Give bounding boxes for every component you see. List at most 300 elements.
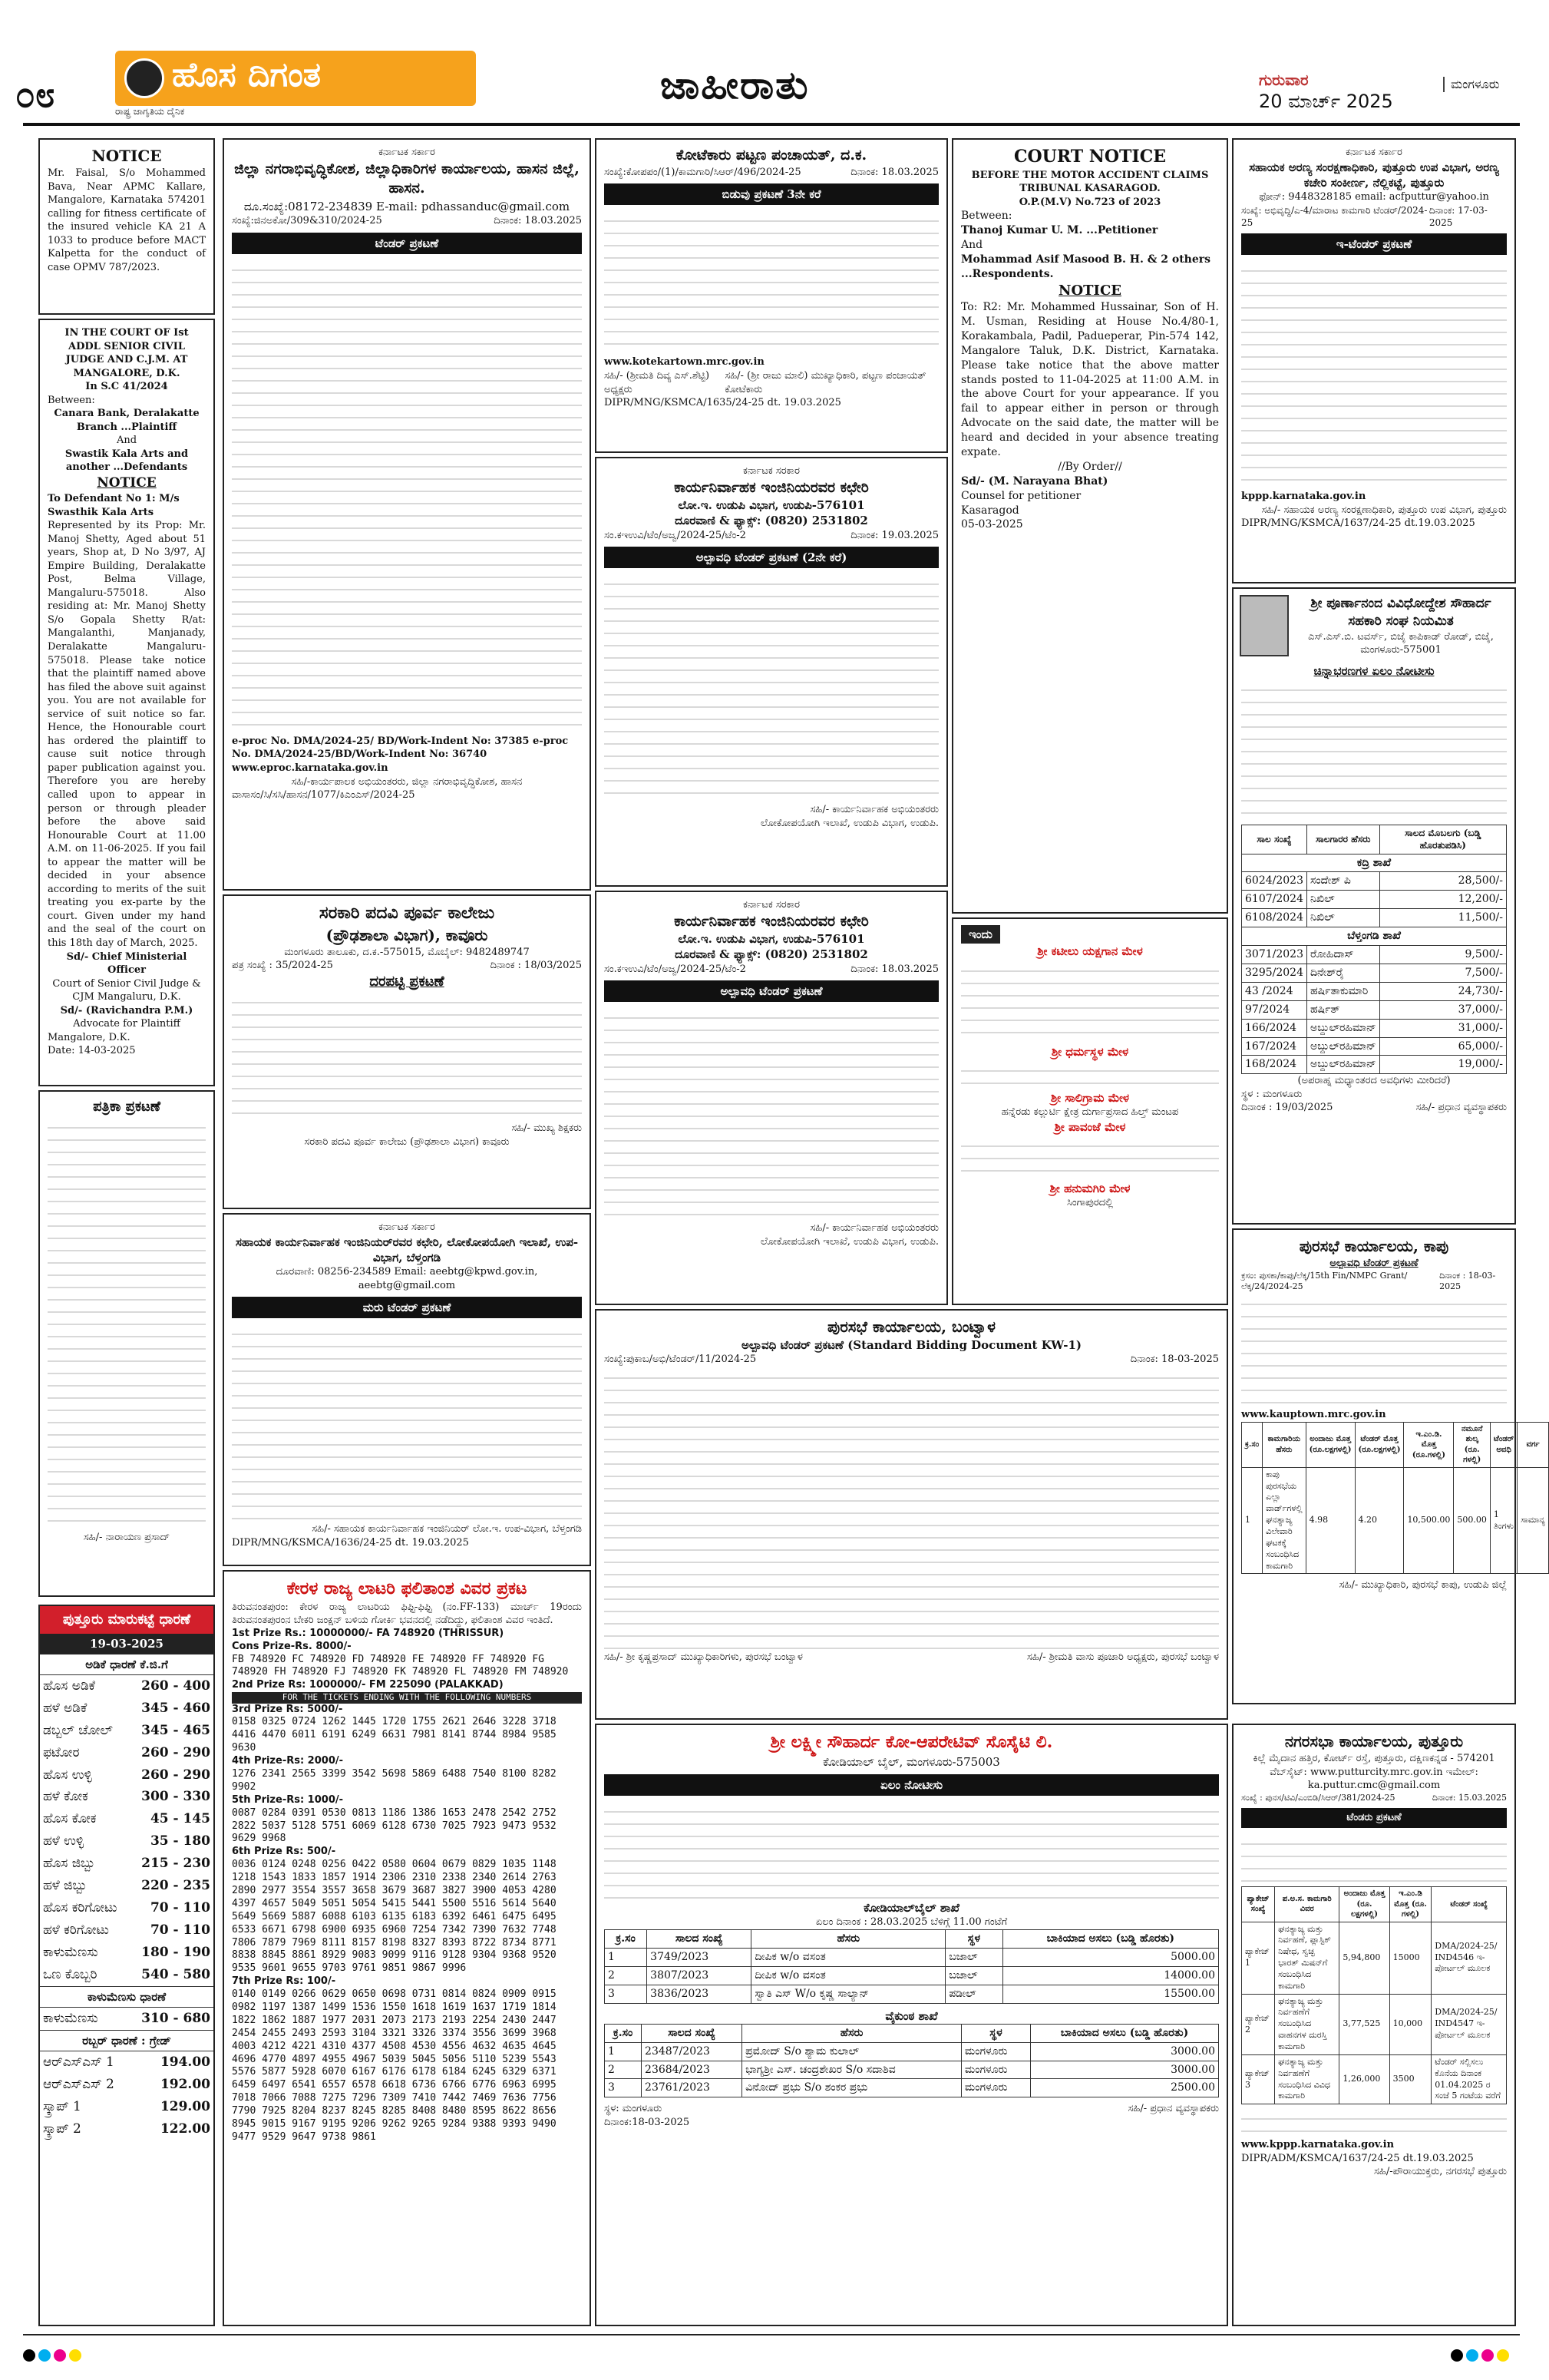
table-row bbox=[605, 2061, 1219, 2079]
estimate-amount: 4.98 bbox=[1306, 1467, 1355, 1574]
column-header: ನಮೂನೆ ಶುಲ್ಕ (ರೂ. ಗಳಲ್ಲಿ) bbox=[1454, 1422, 1491, 1467]
auction-body bbox=[1241, 679, 1507, 825]
kapu-tender bbox=[1232, 1228, 1545, 1704]
branch-row bbox=[1242, 927, 1507, 946]
president-sign: ಸಹಿ/- ಶ್ರೀಮತಿ ವಾಸು ಪೂಜಾರಿ ಅಧ್ಯಕ್ಷರು, ಪುರಸಭೆ ಬಂಟ್ವಾಳ bbox=[1026, 1651, 1219, 1663]
column-header: ಕ್ರ.ಸಂ bbox=[1242, 1422, 1263, 1467]
branch-name: ವೈಕುಂಠ ಶಾಖೆ bbox=[885, 2008, 938, 2023]
notice-date: ದಿನಾಂಕ: 18-03-2025 bbox=[1130, 1354, 1219, 1366]
table-row bbox=[1242, 872, 1507, 891]
troupe-kateel-venues bbox=[961, 960, 1219, 1044]
kavoor-college-notice bbox=[223, 894, 591, 1209]
column-header: ವರ್ಗ bbox=[1518, 1422, 1549, 1467]
market-rate: 180 - 190 bbox=[141, 1945, 210, 1961]
form-fee: 500.00 bbox=[1454, 1467, 1491, 1574]
date: ದಿನಾಂಕ:18-03-2025 bbox=[604, 2116, 690, 2128]
page-number: ೦೮ bbox=[15, 74, 55, 115]
tender-body bbox=[604, 210, 939, 355]
cyan-dot-icon bbox=[1466, 2349, 1478, 2362]
table-row bbox=[1242, 891, 1507, 909]
auction-banner: ಚಿನ್ನಾಭರಣಗಳ ಏಲಂ ನೋಟೀಸು bbox=[1313, 663, 1435, 678]
college-section: (ಪ್ರೌಢಶಾಲಾ ವಿಭಾಗ), ಕಾವೂರು bbox=[325, 925, 488, 944]
borrower-name: ದಿನೇಶ್‌ರೈ bbox=[1306, 964, 1379, 982]
market-rate: 215 - 230 bbox=[141, 1856, 210, 1872]
notice-date: ದಿನಾಂಕ: 18.03.2025 bbox=[494, 215, 582, 227]
loan-number: 6024/2023 bbox=[1242, 872, 1307, 891]
table-row bbox=[1242, 964, 1507, 982]
column-header: ಸಾಲಗಾರರ ಹೆಸರು bbox=[1306, 825, 1379, 854]
loan-number: 23761/2023 bbox=[642, 2079, 742, 2097]
borrower-name: ವಿನೋದ್ ಪ್ರಭು S/o ಶಂಕರ ಪ್ರಭು bbox=[742, 2079, 962, 2097]
place: ಸ್ಥಳ : ಮಂಗಳೂರು bbox=[1241, 1088, 1303, 1100]
market-rate: 260 - 290 bbox=[141, 1767, 210, 1783]
tender-banner: ಅಲ್ಪಾವಧಿ ಟೆಂಡರ್ ಪ್ರಕಟಣೆ (Standard Bidding Document KW-1) bbox=[741, 1338, 1082, 1352]
work-detail: ಘನತ್ಯಾಜ್ಯ ಮತ್ತು ನಿರ್ವಹಣೆಗೆ ಸಂಬಂಧಿಸಿದ ವಾಹನಗಳ ದುರಸ್ತಿ ಕಾಮಗಾರಿ bbox=[1275, 1994, 1339, 2054]
troupe-dharmasthala: ಶ್ರೀ ಧರ್ಮಸ್ಥಳ ಮೇಳ bbox=[1051, 1044, 1129, 1059]
market-item: ಹಳೆ ಉಳ್ಳಿ bbox=[43, 1833, 84, 1849]
serial-no: 1 bbox=[1242, 1467, 1263, 1574]
society-address: ಕೋಡಿಯಾಲ್ ಬೈಲ್, ಮಂಗಳೂರು-575003 bbox=[823, 1754, 1000, 1769]
troupe-saligrama: ಶ್ರೀ ಸಾಲಿಗ್ರಾಮ ಮೇಳ bbox=[1050, 1090, 1130, 1105]
market-row bbox=[40, 1919, 213, 1942]
loan-amount: 31,000/- bbox=[1379, 1019, 1506, 1037]
quotation-body bbox=[232, 991, 582, 1122]
third-prize: 3rd Prize Rs: 5000/- bbox=[232, 1703, 343, 1715]
emd-amount: 3500 bbox=[1389, 2054, 1432, 2104]
office-name: ಕಾರ್ಯನಿರ್ವಾಹಕ ಇಂಜಿನಿಯರವರ ಕಛೇರಿ bbox=[674, 478, 869, 496]
estimate-amount: 1,26,000 bbox=[1339, 2054, 1389, 2104]
column-header: ಪ್ಯಾಕೇಜ್ ಸಂಖ್ಯೆ bbox=[1242, 1887, 1275, 1922]
signatory: ಸಹಿ/- ಮುಖ್ಯ ಶಿಕ್ಷಕರು bbox=[511, 1122, 582, 1135]
signatory: ಸಹಿ/- ಸಹಾಯಕ ಅರಣ್ಯ ಸಂರಕ್ಷಣಾಧಿಕಾರಿ, ಪುತ್ತೂರು ಉಪ ವಿಭಾಗ, ಪುತ್ತೂರು bbox=[1261, 504, 1507, 516]
rubber-grade: ಆರ್‌ಎಸ್‌ಎಸ್ 1 bbox=[43, 2054, 114, 2071]
paper-name: ಹೊಸ ದಿಗಂತ bbox=[172, 55, 322, 94]
black-dot-icon bbox=[23, 2349, 35, 2362]
auction-table-1 bbox=[604, 1929, 1219, 2004]
loan-amount: 12,200/- bbox=[1379, 891, 1506, 909]
loan-number: 3836/2023 bbox=[647, 1985, 751, 2003]
borrower-name: ಅಬ್ದುಲ್‌ರಹಿಮಾನ್ bbox=[1306, 1019, 1379, 1037]
tender-site[interactable]: www.kauptown.mrc.gov.in bbox=[1241, 1409, 1386, 1421]
tender-body bbox=[1241, 1833, 1507, 1886]
today-label: ಇಂದು bbox=[961, 925, 1000, 944]
borrower-name: ದೀಪಿಕ w/o ವಸಂತ bbox=[751, 1948, 946, 1966]
footer-ref: DIPR/MNG/KSMCA/1636/24-25 dt. 19.03.2025 bbox=[232, 1536, 469, 1549]
column-header: ಹೆಸರು bbox=[742, 2024, 962, 2042]
ref-number: ಪತ್ರ ಸಂಖ್ಯೆ : 35/2024-25 bbox=[232, 960, 333, 972]
serial-no: 2 bbox=[605, 2061, 642, 2079]
borrower-place: ಪಡೀಲ್ bbox=[946, 1985, 1002, 2003]
press-notice bbox=[38, 1090, 215, 1597]
table-row bbox=[605, 2079, 1219, 2097]
troupe-hanumagiri: ಶ್ರೀ ಹನುಮಗಿರಿ ಮೇಳ bbox=[1049, 1181, 1131, 1195]
column-header: ಪ.ಅ.ಸ. ಕಾಮಗಾರಿ ವಿವರ bbox=[1275, 1887, 1339, 1922]
rubber-row bbox=[40, 2118, 213, 2140]
loan-amount: 3000.00 bbox=[1030, 2042, 1218, 2061]
puttur-cmc-tender bbox=[1232, 1724, 1516, 2326]
column-header: ಹೆಸರು bbox=[751, 1929, 946, 1948]
ref-number: ಸಂಖ್ಯೆ:ಪುಕಾಬ/ಅಭಿ/ಟೆಂಡರ್/11/2024-25 bbox=[604, 1354, 757, 1366]
tender-banner: ಅಲ್ಪಾವಧಿ ಟೆಂಡರ್ ಪ್ರಕಟಣೆ (2ನೇ ಕರೆ) bbox=[604, 547, 939, 568]
serial-no: 3 bbox=[605, 1985, 647, 2003]
ref-number: ಸಂ.ಕಇಉವಿ/ಟೆಂ/ಅಜ್ವ/2024-25/ಟೆಂ-2 bbox=[604, 963, 746, 975]
serial-no: 3 bbox=[605, 2079, 642, 2097]
loan-amount: 3000.00 bbox=[1030, 2061, 1218, 2079]
notice-date: ದಿನಾಂಕ: 19.03.2025 bbox=[850, 529, 939, 541]
table-header bbox=[1242, 1422, 1549, 1467]
rubber-grade: ಆರ್‌ಎಸ್‌ಎಸ್ 2 bbox=[43, 2077, 114, 2093]
office-division: ಲೋ.ಇ. ಉಡುಪಿ ವಿಭಾಗ, ಉಡುಪಿ-576101 bbox=[678, 498, 865, 513]
press-notice-sign: ಸಹಿ/- ನಾರಾಯಣ ಪ್ರಸಾದ್ bbox=[83, 1532, 170, 1544]
notice-date: ದಿನಾಂಕ: 18.03.2025 bbox=[850, 963, 939, 975]
market-item: ಹೊಸ ಕರಿಗೋಟು bbox=[43, 1900, 117, 1916]
gov-label: ಕರ್ನಾಟಕ ಸರ್ಕಾರ bbox=[378, 147, 435, 158]
borrower-place: ಮಂಗಳೂರು bbox=[961, 2061, 1030, 2079]
rubber-rate: 122.00 bbox=[160, 2121, 210, 2137]
pepper-rate: 310 - 680 bbox=[141, 2011, 210, 2027]
market-rate: 220 - 235 bbox=[141, 1878, 210, 1894]
market-row bbox=[40, 1786, 213, 1808]
loan-number: 6107/2024 bbox=[1242, 891, 1307, 909]
date: 05-03-2025 bbox=[961, 518, 1023, 531]
place: ಸ್ಥಳ: ಮಂಗಳೂರು bbox=[604, 2103, 662, 2115]
between-label: Between: bbox=[961, 210, 1012, 223]
signatory: ಸಹಿ/- ಕಾರ್ಯನಿರ್ವಾಹಕ ಅಭಿಯಂತರರು bbox=[810, 1222, 939, 1235]
mact-court-notice bbox=[952, 138, 1228, 914]
branch-name: ಬೆಳ್ತಂಗಡಿ ಶಾಖೆ bbox=[1242, 927, 1507, 946]
loan-amount: 11,500/- bbox=[1379, 909, 1506, 927]
notice-body: Mr. Faisal, S/o Mohammed Bava, Near APMC Kallare, Mangalore, Karnataka 574201 calling for fitness certificate of the insured vehicle KA 21 A 1033 to produce before MACT Kalpetta for the conduct of case OPMV 787/2023. bbox=[48, 167, 206, 273]
table-row bbox=[1242, 1019, 1507, 1037]
package-no: ಪ್ಯಾಕೇಜ್ 3 bbox=[1242, 2054, 1275, 2104]
signatory: ಸಹಿ/- ಕಾರ್ಯನಿರ್ವಾಹಕ ಅಭಿಯಂತರರು bbox=[810, 804, 939, 816]
tender-footer-body bbox=[1241, 2107, 1507, 2138]
loan-number: 3295/2024 bbox=[1242, 964, 1307, 982]
tender-body bbox=[1241, 259, 1507, 490]
market-rate: 70 - 110 bbox=[150, 1922, 210, 1939]
rubber-rate: 129.00 bbox=[160, 2099, 210, 2115]
column-header: ಕಾಮಗಾರಿಯ ಹೆಸರು bbox=[1263, 1422, 1306, 1467]
tender-banner: ಅಲ್ಪಾವಧಿ ಟೆಂಡರ್ ಪ್ರಕಟಣೆ bbox=[1329, 1258, 1419, 1269]
notice-body: Represented by its Prop: Mr. Manoj Shetty, Aged about 51 years, Shop at, D No 3/97, AJ Empire Building, Deralakatte Post, Belma Village, Mangaluru-575018. Also residing at: Mr. Manoj Shetty S/o Gopala Shetty R/at: Mangalanthi, Manjanady, Deralakatte Mangaluru-575018. Please take notice that the plaintiff named above has filed the above suit against you. You are not available for service of suit notice so far. Hence, the Honourable court has ordered the plaintiff to cause suit notice through paper publication against you. Therefore you are hereby called upon to appear in person or through pleader before the above said Honourable Court at 11.00 A.M. on 11-06-2025. If you fail to appear the matter will be decided in your absence according to merits of the suit treating you ex-parte by the court. Given under my hand and the seal of the court on this 18th day of March, 2025. bbox=[48, 520, 206, 949]
borrower-name: ಹರ್ಷಿತಾಕುಮಾರಿ bbox=[1306, 982, 1379, 1000]
first-prize: 1st Prize Rs.: 10000000/- FA 748920 (THRISSUR) bbox=[232, 1627, 504, 1639]
signatory: ಸಹಿ/- ಸಹಾಯಕ ಕಾರ್ಯನಿರ್ವಾಹಕ ಇಂಜಿನಿಯರ್ ಲೋ.ಇ. ಉಪ-ವಿಭಾಗ, ಬೆಳ್ತಂಗಡಿ bbox=[312, 1523, 582, 1535]
pepper-item: ಕಾಳುಮೆಣಸು bbox=[43, 2011, 98, 2027]
college-name: ಸರಕಾರಿ ಪದವಿ ಪೂರ್ವ ಕಾಲೇಜು bbox=[319, 903, 495, 923]
society-name: ಶ್ರೀ ಪೂರ್ಣಾನಂದ ವಿವಿಧೋದ್ದೇಶ ಸೌಹಾರ್ದ ಸಹಕಾರಿ ಸಂಘ ನಿಯಮಿತ bbox=[1310, 596, 1491, 629]
paper-logo[interactable] bbox=[115, 51, 476, 106]
chief-officer-sign: ಸಹಿ/- ಶ್ರೀ ಕೃಷ್ಣಪ್ರಸಾದ್ ಮುಖ್ಯಾಧಿಕಾರಿಗಳು, ಪುರಸಭೆ ಬಂಟ್ವಾಳ bbox=[604, 1651, 803, 1663]
tender-period: 1 ತಿಂಗಳು bbox=[1490, 1467, 1517, 1574]
table-row bbox=[1242, 1922, 1507, 1994]
market-item: ಹಳೆ ಕೋಕ bbox=[43, 1789, 88, 1805]
udupi-tender-1 bbox=[595, 457, 948, 887]
issue-day: ಗುರುವಾರ bbox=[1259, 71, 1309, 89]
signatory: ಸಹಿ/-ಕಾರ್ಯಪಾಲಕ ಅಭಿಯಂತರರು, ಜಿಲ್ಲಾ ನಗರಾಭಿವೃದ್ಧಿಕೋಶ, ಹಾಸನ bbox=[291, 775, 523, 788]
office-division: ಲೋ.ಇ. ಉಡುಪಿ ವಿಭಾಗ, ಉಡುಪಿ-576101 bbox=[678, 932, 865, 947]
seventh-prize: 7th Prize Rs: 100/- bbox=[232, 1975, 336, 1988]
between-label: Between: bbox=[48, 394, 95, 406]
yellow-dot-icon bbox=[1497, 2349, 1509, 2362]
work-name: ಕಾಪು ಪುರಸಭೆಯ ಎಲ್ಲಾ ವಾರ್ಡ್‌ಗಳಲ್ಲಿ ಘನತ್ಯಾಜ್ಯ ವಿಲೇವಾರಿ ಘಟಕಕ್ಕೆ ಸಂಬಂಧಿಸಿದ ಕಾಮಗಾರಿ bbox=[1263, 1467, 1306, 1574]
loan-number: 6108/2024 bbox=[1242, 909, 1307, 927]
auction-date: ಏಲಂ ದಿನಾಂಕ : 28.03.2025 ಬೆಳಿಗ್ಗೆ 11.00 ಗಂಟೆಗೆ bbox=[815, 1916, 1008, 1929]
borrower-place: ಬಜಾಲ್ bbox=[946, 1966, 1002, 1985]
table-row bbox=[1242, 1467, 1549, 1574]
sixth-prize-numbers: 0036 0124 0248 0256 0422 0580 0604 0679 0829 1035 1148 1218 1543 1833 1857 1914 2306 2310 2338 2340 2614 2763 2890 2977 3554 3557 3658 3679 3687 3827 3900 4053 4280 4397 4657 5049 5051 5054 5415 5441 5500 5516 5614 5640 5649 5669 5887 6088 6103 6135 6183 6392 6461 6475 6495 6533 6671 6798 6900 6935 6960 7254 7342 7390 7632 7748 7806 7879 7969 8111 8157 8198 8327 8393 8722 8734 8771 8838 8845 8861 8929 9083 9099 9116 9128 9304 9368 9520 9535 9601 9655 9703 9761 9851 9867 9996 bbox=[232, 1859, 557, 1975]
founder-photo bbox=[1240, 595, 1289, 656]
column-header: ಬಾಕಿಯಾದ ಅಸಲು (ಬಡ್ಡಿ ಹೊರತು) bbox=[1002, 1929, 1218, 1948]
loan-number: 43 /2024 bbox=[1242, 982, 1307, 1000]
table-row bbox=[1242, 2054, 1507, 2104]
tender-banner: ಮರು ಟೆಂಡರ್ ಪ್ರಕಟಣೆ bbox=[232, 1297, 582, 1318]
footer-ref: DIPR/MNG/KSMCA/1635/24-25 dt. 19.03.2025 bbox=[604, 397, 841, 409]
table-row bbox=[1242, 1000, 1507, 1019]
market-item: ಹೊಸ ಜಿಬ್ಬು bbox=[43, 1856, 96, 1872]
paper-tagline: ರಾಷ್ಟ್ರ ಜಾಗೃತಿಯ ದೈನಿಕ bbox=[115, 106, 185, 117]
by-order: //By Order// bbox=[1058, 460, 1122, 473]
bantwal-tender bbox=[595, 1309, 1228, 1720]
tender-banner: ಬಿಡುವು ಪ್ರಕಟಣೆ 3ನೇ ಕರೆ bbox=[604, 183, 939, 205]
hassan-tender bbox=[223, 138, 591, 891]
president-sign: ಸಹಿ/- (ಶ್ರೀಮತಿ ದಿವ್ಯ ಎಸ್.ಶೆಟ್ಟಿ) ಅಧ್ಯಕ್ಷರು bbox=[604, 369, 710, 395]
borrower-name: ರೋಹಿದಾಸ್ bbox=[1306, 946, 1379, 964]
puttur-market-rates bbox=[38, 1605, 215, 2326]
market-item: ಹಳೆ ಜಿಬ್ಬು bbox=[43, 1878, 88, 1894]
emd-amount: 10,500.00 bbox=[1404, 1467, 1454, 1574]
office-phone: ದೂರವಾಣಿ & ಫ್ಯಾಕ್ಸ್: (0820) 2531802 bbox=[675, 514, 868, 528]
loan-amount: 2500.00 bbox=[1030, 2079, 1218, 2097]
market-rate: 540 - 580 bbox=[141, 1966, 210, 1982]
fifth-prize-numbers: 0087 0284 0391 0530 0813 1186 1386 1653 2478 2542 2752 2822 5037 5128 5751 6069 6128 6730 7025 7923 9473 9532 9629 9968 bbox=[232, 1806, 557, 1845]
auction-banner: ಏಲಂ ನೋಟೀಸು bbox=[604, 1774, 1219, 1796]
tender-site[interactable]: www.kotekartown.mrc.gov.in bbox=[604, 356, 765, 369]
lottery-title: ಕೇರಳ ರಾಜ್ಯ ಲಾಟರಿ ಫಲಿತಾಂಶ ವಿವರ ಪ್ರಕಟ bbox=[286, 1578, 527, 1598]
serial-no: 1 bbox=[605, 1948, 647, 1966]
signatory: ಸಹಿ/-ಪೌರಾಯುಕ್ತರು, ನಗರಸಭೆ ಪುತ್ತೂರು bbox=[1374, 2166, 1507, 2178]
plaintiff: Canara Bank, Deralakatte Branch ...Plaintiff bbox=[54, 408, 200, 433]
auction-body bbox=[604, 1800, 1219, 1900]
tender-number: ಟೆಂಡರ್ ಸಲ್ಲಿಸಲು ಕೊನೆಯ ದಿನಾಂಕ 01.04.2025 ರ ಸಂಜೆ 5 ಗಂಟೆಯ ವರೆಗೆ bbox=[1432, 2054, 1507, 2104]
footer-rule bbox=[23, 2334, 1520, 2335]
registration-marks-left bbox=[23, 2349, 84, 2365]
column-header: ಟೆಂಡರ್ ಮೊತ್ತ (ರೂ.ಲಕ್ಷಗಳಲ್ಲಿ) bbox=[1355, 1422, 1404, 1467]
market-rate: 345 - 460 bbox=[141, 1700, 210, 1716]
market-row bbox=[40, 1697, 213, 1720]
market-row bbox=[40, 1808, 213, 1830]
column-header: ಇ.ಎಂ.ಡಿ. ಮೊತ್ತ (ರೂ.ಗಳಲ್ಲಿ) bbox=[1404, 1422, 1454, 1467]
case-number: In S.C 41/2024 bbox=[85, 381, 168, 393]
loan-number: 97/2024 bbox=[1242, 1000, 1307, 1019]
notice-date: ದಿನಾಂಕ: 18.03.2025 bbox=[850, 166, 939, 178]
cyan-dot-icon bbox=[38, 2349, 51, 2362]
rubber-grade: ಸ್ಕ್ರಾಪ್ 1 bbox=[43, 2099, 81, 2115]
borrower-name: ನಿಖಿಲ್ bbox=[1306, 891, 1379, 909]
loan-amount: 37,000/- bbox=[1379, 1000, 1506, 1019]
ref-number: ಸಂಖ್ಯೆ: ಅಭಿವೃದ್ಧಿ/ಎ-4/ಮಾರಾಟ ಕಾಮಗಾರಿ ಟೆಂಡರ್/2024-25 bbox=[1241, 204, 1428, 228]
respondents: Mohammad Asif Masood B. H. & 2 others ...Respondents. bbox=[961, 253, 1211, 280]
tender-body bbox=[232, 1323, 582, 1522]
column-header: ಸ್ಥಳ bbox=[946, 1929, 1002, 1948]
footer-ref: DIPR/ADM/KSMCA/1637/24-25 dt.19.03.2025 bbox=[1241, 2152, 1474, 2164]
market-item: ಹೊಸ ಅಡಿಕೆ bbox=[43, 1678, 95, 1694]
arecanut-rate-table bbox=[40, 1675, 213, 1986]
pepper-title: ಕಾಳುಮೆಣಸು ಧಾರಣೆ bbox=[40, 1986, 213, 2008]
estimate-amount: 3,77,525 bbox=[1339, 1994, 1389, 2054]
table-header bbox=[605, 1929, 1219, 1948]
edition-city: ಮಂಗಳೂರು bbox=[1443, 77, 1499, 92]
office-name: ನಗರಸಭಾ ಕಾರ್ಯಾಲಯ, ಪುತ್ತೂರು bbox=[1284, 1732, 1464, 1750]
loan-amount: 24,730/- bbox=[1379, 982, 1506, 1000]
fourth-prize: 4th Prize-Rs: 2000/- bbox=[232, 1755, 344, 1767]
place: Mangalore, D.K. bbox=[48, 1031, 130, 1043]
column-header: ಕ್ರ.ಸಂ bbox=[605, 1929, 647, 1948]
udupi-tender-2 bbox=[595, 891, 948, 1305]
column-header: ಟೆಂಡರ್ ಸಂಖ್ಯೆ bbox=[1432, 1887, 1507, 1922]
signatory-office: ಲೋಕೋಪಯೋಗಿ ಇಲಾಖೆ, ಉಡುಪಿ ವಿಭಾಗ, ಉಡುಪಿ. bbox=[760, 1236, 939, 1248]
chief-officer-sign: ಸಹಿ/- (ಶ್ರೀ ರಾಜು ಮಾಲಿ) ಮುಖ್ಯಾಧಿಕಾರಿ, ಪಟ್ಟಣ ಪಂಚಾಯತ್ ಕೋಟೆಕಾರು bbox=[725, 369, 926, 395]
signatory-office: ಲೋಕೋಪಯೋಗಿ ಇಲಾಖೆ, ಉಡುಪಿ ವಿಭಾಗ, ಉಡುಪಿ. bbox=[760, 818, 939, 830]
yakshagana-today bbox=[952, 917, 1228, 1305]
table-row bbox=[605, 1966, 1219, 1985]
serial-no: 2 bbox=[605, 1966, 647, 1985]
rubber-row bbox=[40, 2096, 213, 2118]
petitioner: Thanoj Kumar U. M. ...Petitioner bbox=[961, 224, 1158, 237]
loan-amount: 28,500/- bbox=[1379, 872, 1506, 891]
loan-number: 23684/2023 bbox=[642, 2061, 742, 2079]
eproc-site[interactable]: www.kppp.karnataka.gov.in bbox=[1241, 2139, 1395, 2151]
court-name: IN THE COURT OF Ist ADDL SENIOR CIVIL JUDGE AND C.J.M. AT MANGALORE, D.K. bbox=[64, 327, 189, 379]
section-title: ಜಾಹೀರಾತು bbox=[660, 63, 810, 107]
market-item: ಡಬ್ಬಲ್ ಚೋಲ್ bbox=[43, 1722, 113, 1738]
seventh-prize-numbers: 0140 0149 0266 0629 0650 0698 0731 0814 0824 0909 0915 0982 1197 1387 1499 1536 1550 1618 1619 1637 1719 1814 1822 1862 1887 1977 2031 2073 2173 2193 2254 2430 2447 2454 2455 2493 2593 3104 3321 3326 3374 3556 3699 3968 4003 4212 4221 4310 4377 4508 4530 4556 4632 4635 4645 4696 4770 4897 4955 4967 5039 5045 5056 5110 5239 5543 5576 5877 5928 6070 6167 6176 6178 6184 6245 6329 6371 6459 6497 6541 6557 6578 6618 6736 6766 6776 6963 6995 7018 7066 7088 7275 7296 7309 7410 7442 7469 7636 7756 7790 7925 8204 8237 8245 8285 8408 8480 8595 8622 8656 8945 9015 9167 9195 9206 9262 9265 9284 9388 9393 9490 9477 9529 9647 9738 9861 bbox=[232, 1988, 557, 2143]
notice-date: ದಿನಾಂಕ: 15.03.2025 bbox=[1432, 1792, 1507, 1803]
second-prize: 2nd Prize Rs: 1000000/- FM 225090 (PALAKKAD) bbox=[232, 1679, 504, 1691]
black-dot-icon bbox=[1451, 2349, 1463, 2362]
market-date: 19-03-2025 bbox=[40, 1634, 213, 1654]
market-rate: 300 - 330 bbox=[141, 1789, 210, 1805]
table-row bbox=[1242, 909, 1507, 927]
ref-number: ಸಂಖ್ಯೆ : ಪುನಸ/ಟಿವಿ/ಎಂಬಿಡಿ/ಸಿಆರ್/381/2024-25 bbox=[1241, 1792, 1395, 1803]
table-header bbox=[1242, 825, 1507, 854]
rubber-row bbox=[40, 2051, 213, 2074]
magenta-dot-icon bbox=[1481, 2349, 1494, 2362]
gov-label: ಕರ್ನಾಟಕ ಸರಕಾರ bbox=[743, 465, 800, 477]
notice-to: To Defendant No 1: M/s Swasthik Kala Arts bbox=[48, 492, 180, 518]
lottery-note: FOR THE TICKETS ENDING WITH THE FOLLOWING NUMBERS bbox=[232, 1692, 582, 1703]
signatory-office: Court of Senior Civil Judge & CJM Mangaluru, D.K. bbox=[52, 977, 201, 1003]
loan-amount: 15500.00 bbox=[1002, 1985, 1218, 2003]
cmc-work-table bbox=[1241, 1886, 1507, 2104]
signatory: ಸಹಿ/- ಮುಖ್ಯಾಧಿಕಾರಿ, ಪುರಸಭೆ ಕಾಪು, ಉಡುಪಿ ಜಿಲ್ಲೆ bbox=[1339, 1579, 1507, 1592]
tender-body bbox=[604, 1007, 939, 1221]
tender-banner: ಟೆಂಡರು ಪ್ರಕಟಣೆ bbox=[1241, 1808, 1507, 1828]
and-label: And bbox=[116, 435, 137, 447]
column-header: ಸ್ಥಳ bbox=[961, 2024, 1030, 2042]
loan-number: 3807/2023 bbox=[647, 1966, 751, 1985]
ref-number: ಸಂಖ್ಯೆ:ಜಿನಅಕೋ/309&310/2024-25 bbox=[232, 215, 382, 227]
package-no: ಪ್ಯಾಕೇಜ್ 1 bbox=[1242, 1922, 1275, 1994]
signatory: Sd/- Chief Ministerial Officer bbox=[66, 950, 187, 977]
table-row bbox=[1242, 1056, 1507, 1074]
contractor-class: ಸಾಮಾನ್ಯ bbox=[1518, 1467, 1549, 1574]
loan-number: 168/2024 bbox=[1242, 1056, 1307, 1074]
belthangady-tender bbox=[223, 1213, 591, 1566]
eproc-ids: e-proc No. DMA/2024-25/ BD/Work-Indent No: 37385 e-proc No. DMA/2024-25/BD/Work-Indent No: 36740 bbox=[232, 735, 569, 761]
advocate-role: Advocate for Plaintiff bbox=[73, 1018, 180, 1030]
column-header: ಬಾಕಿಯಾದ ಅಸಲು (ಬಡ್ಡಿ ಹೊರತು) bbox=[1030, 2024, 1218, 2042]
borrower-name: ನಿಖಿಲ್ bbox=[1306, 909, 1379, 927]
header-rule bbox=[23, 123, 1520, 126]
column-header: ಟೆಂಡರ್ ಅವಧಿ bbox=[1490, 1422, 1517, 1467]
place: Kasaragod bbox=[961, 504, 1019, 517]
loan-number: 23487/2023 bbox=[642, 2042, 742, 2061]
press-notice-title: ಪತ್ರಿಕಾ ಪ್ರಕಟಣೆ bbox=[93, 1099, 160, 1115]
loan-amount: 65,000/- bbox=[1379, 1037, 1506, 1056]
eproc-site[interactable]: kppp.karnataka.gov.in bbox=[1241, 491, 1366, 503]
office-contact: ವೆಬ್‌ಸೈಟ್: www.putturcity.mrc.gov.in ಇಮೇಲ್: ka.puttur.cmc@gmail.com bbox=[1270, 1766, 1478, 1792]
office-name: ಸಹಾಯಕ ಕಾರ್ಯನಿರ್ವಾಹಕ ಇಂಜಿನಿಯರ್‌ರವರ ಕಛೇರಿ, ಲೋಕೋಪಯೋಗಿ ಇಲಾಖೆ, ಉಪ-ವಿಭಾಗ, ಬೆಳ್ತಂಗಡಿ bbox=[235, 1235, 579, 1264]
tender-body bbox=[604, 1367, 1219, 1651]
office-name: ಪುರಸಭೆ ಕಾರ್ಯಾಲಯ, ಬಂಟ್ವಾಳ bbox=[827, 1317, 996, 1336]
forest-etender bbox=[1232, 138, 1516, 583]
press-notice-body bbox=[48, 1116, 206, 1531]
gov-label: ಕರ್ನಾಟಕ ಸರ್ಕಾರ bbox=[378, 1221, 435, 1233]
society-name: ಶ್ರೀ ಲಕ್ಷ್ಮೀ ಸೌಹಾರ್ದ ಕೋ-ಆಪರೇಟಿವ್ ಸೊಸೈಟಿ ಲಿ. bbox=[770, 1732, 1053, 1752]
market-row bbox=[40, 1964, 213, 1986]
gov-label: ಕರ್ನಾಟಕ ಸರ್ಕಾರ bbox=[1346, 147, 1402, 158]
rubber-rate: 192.00 bbox=[160, 2077, 210, 2093]
market-row bbox=[40, 1720, 213, 1742]
counsel-role: Counsel for petitioner bbox=[961, 489, 1082, 502]
yellow-dot-icon bbox=[69, 2349, 81, 2362]
market-subtitle: ಅಡಿಕೆ ಧಾರಣೆ ಕೆ.ಜಿ.ಗೆ bbox=[40, 1654, 213, 1675]
notice-date: ದಿನಾಂಕ: 17-03-2025 bbox=[1428, 204, 1488, 228]
market-item: ಕಾಳುಮೆಣಸು bbox=[43, 1945, 98, 1961]
case-number: O.P.(M.V) No.723 of 2023 bbox=[1019, 196, 1161, 208]
fifth-prize: 5th Prize-Rs: 1000/- bbox=[232, 1793, 344, 1806]
borrower-name: ದೀಪಿಕ w/o ವಸಂತ bbox=[751, 1966, 946, 1985]
notice-title: NOTICE bbox=[1059, 282, 1121, 299]
market-rate: 45 - 145 bbox=[150, 1811, 210, 1827]
market-row bbox=[40, 1764, 213, 1787]
office-contact: ದೂರವಾಣಿ: 08256-234589 Email: aeebtg@kpwd.gov.in, aeebtg@gmail.com bbox=[276, 1266, 538, 1291]
kerala-lottery-results bbox=[223, 1570, 591, 2326]
borrower-name: ಭಾಗ್ಯಶ್ರೀ ಎಸ್. ಚಂದ್ರಶೇಖರ S/o ಸದಾಶಿವ bbox=[742, 2061, 962, 2079]
notice-title: NOTICE bbox=[97, 475, 157, 491]
advocate: Sd/- (Ravichandra P.M.) bbox=[60, 1004, 193, 1016]
tender-banner: ಇ-ಟೆಂಡರ್ ಪ್ರಕಟಣೆ bbox=[1241, 233, 1507, 255]
market-rate: 260 - 290 bbox=[141, 1744, 210, 1760]
borrower-name: ಸಂದೇಶ್ ಪಿ bbox=[1306, 872, 1379, 891]
branch-name: ಕೋಡಿಯಾಲ್‌ಬೈಲ್ ಶಾಖೆ bbox=[864, 1901, 959, 1916]
market-row bbox=[40, 1675, 213, 1697]
column-header: ಕ್ರ.ಸಂ bbox=[605, 2024, 642, 2042]
society-address: ಎಸ್.ಎಸ್.ಬಿ. ಟವರ್ಸ್, ಬಿಜೈ ಕಾಪಿಕಾಡ್ ರೋಡ್, ಬಿಜೈ, ಮಂಗಳೂರು-575001 bbox=[1308, 630, 1494, 656]
table-row bbox=[1242, 1037, 1507, 1056]
office-contact: ದೂ.ಸಂಖ್ಯೆ:08172-234839 E-mail: pdhassanduc@gmail.com bbox=[243, 199, 570, 213]
sauharda-gold-auction bbox=[1232, 587, 1516, 1225]
tender-number: DMA/2024-25/ IND4547 ಇ-ಪೋರ್ಟಲ್ ಮೂಲಕ bbox=[1432, 1994, 1507, 2054]
loan-amount: 5000.00 bbox=[1002, 1948, 1218, 1966]
eproc-site[interactable]: www.eproc.karnataka.gov.in bbox=[232, 762, 388, 774]
market-rate: 260 - 400 bbox=[141, 1678, 210, 1694]
market-rate: 70 - 110 bbox=[150, 1900, 210, 1916]
registration-marks-right bbox=[1451, 2349, 1512, 2365]
tender-number: DMA/2024-25/ IND4546 ಇ-ಪೋರ್ಟಲ್ ಮೂಲಕ bbox=[1432, 1922, 1507, 1994]
market-item: ಹೊಸ ಕೋಕ bbox=[43, 1811, 97, 1827]
